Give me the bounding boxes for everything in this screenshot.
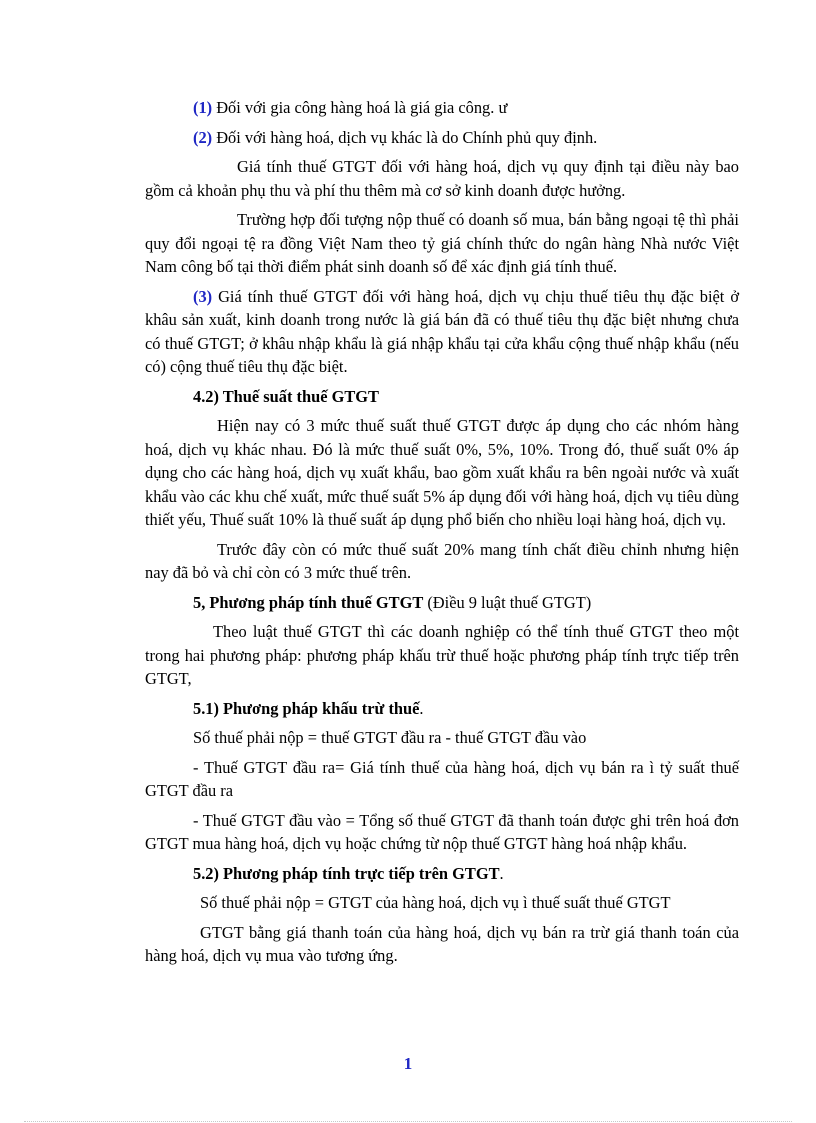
section-heading-note: (Điều 9 luật thuế GTGT) xyxy=(423,592,592,612)
paragraph: Trước đây còn có mức thuế suất 20% mang tính chất điều chỉnh nhưng hiện nay đã bỏ và chỉ còn có 3 mức thuế trên. xyxy=(145,539,739,582)
paragraph: Hiện nay có 3 mức thuế suất thuế GTGT được áp dụng cho các nhóm hàng hoá, dịch vụ khác nhau. Đó là mức thuế suất 0%, 5%, 10%. Trong đó, thuế suất 0% áp dụng cho các hàng hoá, dịch vụ xuất khẩu, bao gồm xuất khẩu ra bên ngoài nước và xuất khẩu vào các khu chế xuất, mức thuế suất 5% áp dụng đối với hàng hoá, dịch vụ tiêu dùng thiết yếu, Thuế suất 10% là thuế suất áp dụng phổ biến cho nhiều loại hàng hoá, dịch vụ. xyxy=(145,416,739,529)
list-number: (2) xyxy=(193,127,213,147)
dash-item: - Thuế GTGT đầu ra= Giá tính thuế của hàng hoá, dịch vụ bán ra ì tỷ suất thuế GTGT đầu ra xyxy=(145,757,739,800)
section-heading-punct: . xyxy=(419,698,424,718)
list-number: (3) xyxy=(193,286,213,306)
list-item-2 xyxy=(145,126,739,150)
page-bottom-border xyxy=(24,1121,792,1122)
section-heading xyxy=(145,591,739,615)
list-item-1 xyxy=(145,96,739,120)
paragraph: Giá tính thuế GTGT đối với hàng hoá, dịch vụ quy định tại điều này bao gồm cả khoản phụ thu và phí thu thêm mà cơ sở kinh doanh được hưởng. xyxy=(145,157,739,200)
formula: Số thuế phải nộp = thuế GTGT đầu ra - thuế GTGT đầu vào xyxy=(193,728,587,747)
section-heading xyxy=(145,697,739,721)
paragraph: Trường hợp đối tượng nộp thuế có doanh số mua, bán bằng ngoại tệ thì phải quy đổi ngoại tệ ra đồng Việt Nam theo tỷ giá chính thức do ngân hàng Nhà nước Việt Nam công bố tại thời điểm phát sinh doanh số để xác định giá tính thuế. xyxy=(145,210,739,276)
document-page xyxy=(145,96,739,974)
list-text: Đối với hàng hoá, dịch vụ khác là do Chính phủ quy định. xyxy=(212,127,598,147)
list-item-3 xyxy=(145,285,739,379)
section-heading: 4.2) Thuế suất thuế GTGT xyxy=(193,386,379,406)
section-heading-punct: . xyxy=(499,863,504,883)
list-text: Đối với gia công hàng hoá là giá gia công. ư xyxy=(212,98,508,117)
section-heading xyxy=(145,862,739,886)
list-number: (1) xyxy=(193,98,213,117)
dash-item: - Thuế GTGT đầu vào = Tổng số thuế GTGT đã thanh toán được ghi trên hoá đơn GTGT mua hàng hoá, dịch vụ hoặc chứng từ nộp thuế GTGT hàng hoá nhập khẩu. xyxy=(145,810,739,853)
paragraph: Theo luật thuế GTGT thì các doanh nghiệp có thể tính thuế GTGT theo một trong hai phương pháp: phương pháp khấu trừ thuế hoặc phương pháp tính trực tiếp trên GTGT, xyxy=(145,622,739,688)
section-heading-bold: 5, Phương pháp tính thuế GTGT xyxy=(193,592,424,612)
formula: Số thuế phải nộp = GTGT của hàng hoá, dịch vụ ì thuế suất thuế GTGT xyxy=(200,893,671,912)
section-heading-bold: 5.2) Phương pháp tính trực tiếp trên GTGT xyxy=(193,863,500,883)
paragraph: GTGT bằng giá thanh toán của hàng hoá, dịch vụ bán ra trừ giá thanh toán của hàng hoá, dịch vụ mua vào tương ứng. xyxy=(145,922,739,965)
section-heading-bold: 5.1) Phương pháp khấu trừ thuế xyxy=(193,698,420,718)
list-text: Giá tính thuế GTGT đối với hàng hoá, dịch vụ chịu thuế tiêu thụ đặc biệt ở khâu sản xuất, kinh doanh trong nước là giá bán đã có thuế tiêu thụ đặc biệt nhưng chưa có thuế GTGT; ở khâu nhập khẩu là giá nhập khẩu tại cửa khẩu cộng thuế nhập khẩu (nếu có) cộng thuế tiêu thụ đặc biệt. xyxy=(145,286,739,376)
page-number: 1 xyxy=(403,1054,413,1073)
